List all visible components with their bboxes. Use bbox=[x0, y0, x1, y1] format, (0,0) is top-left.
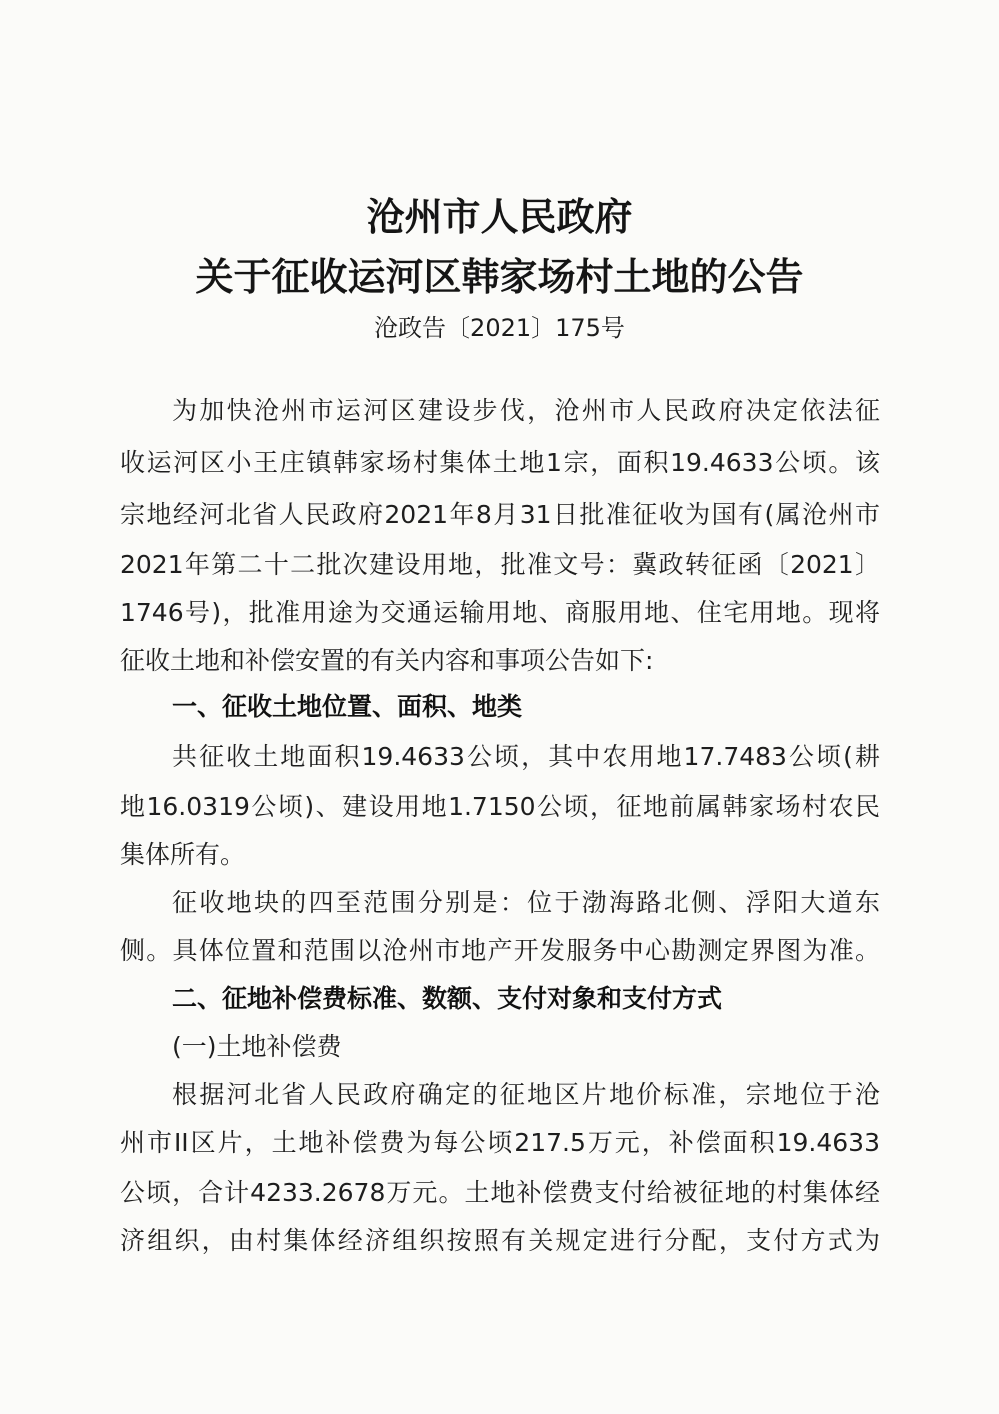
section-heading-1: 一、征收土地位置、面积、地类 bbox=[172, 692, 523, 721]
paragraph-1-line-2: 收运河区小王庄镇韩家场村集体土地1宗，面积19.4633公顷。该 bbox=[120, 448, 880, 477]
paragraph-2-line-1: 共征收土地面积19.4633公顷，其中农用地17.7483公顷(耕 bbox=[172, 742, 880, 771]
paragraph-2-line-3: 集体所有。 bbox=[120, 840, 246, 869]
paragraph-4-line-1: 根据河北省人民政府确定的征地区片地价标准，宗地位于沧 bbox=[172, 1080, 880, 1109]
document-title-line1: 沧州市人民政府 bbox=[366, 194, 633, 239]
section-heading-2: 二、征地补偿费标准、数额、支付对象和支付方式 bbox=[172, 984, 723, 1013]
paragraph-4-line-4: 济组织，由村集体经济组织按照有关规定进行分配，支付方式为 bbox=[120, 1226, 880, 1255]
paragraph-1-line-6: 征收土地和补偿安置的有关内容和事项公告如下: bbox=[120, 646, 654, 675]
paragraph-1-line-4: 2021年第二十二批次建设用地，批准文号：冀政转征函〔2021〕 bbox=[120, 550, 880, 579]
paragraph-1-line-3: 宗地经河北省人民政府2021年8月31日批准征收为国有(属沧州市 bbox=[120, 500, 880, 529]
paragraph-3-line-1: 征收地块的四至范围分别是：位于渤海路北侧、浮阳大道东 bbox=[172, 888, 880, 917]
paragraph-2-line-2: 地16.0319公顷)、建设用地1.7150公顷，征地前属韩家场村农民 bbox=[120, 792, 880, 821]
paragraph-4-line-3: 公顷，合计4233.2678万元。土地补偿费支付给被征地的村集体经 bbox=[120, 1178, 880, 1207]
subsection-heading-1: (一)土地补偿费 bbox=[172, 1032, 342, 1061]
paragraph-4-line-2: 州市II区片，土地补偿费为每公顷217.5万元，补偿面积19.4633 bbox=[120, 1128, 880, 1157]
paragraph-3-line-2: 侧。具体位置和范围以沧州市地产开发服务中心勘测定界图为准。 bbox=[120, 936, 880, 965]
document-number: 沧政告〔2021〕175号 bbox=[374, 314, 625, 342]
paragraph-1-line-1: 为加快沧州市运河区建设步伐，沧州市人民政府决定依法征 bbox=[172, 396, 880, 425]
paragraph-1-line-5: 1746号)，批准用途为交通运输用地、商服用地、住宅用地。现将 bbox=[120, 598, 880, 627]
document-title-line2: 关于征收运河区韩家场村土地的公告 bbox=[195, 254, 804, 299]
